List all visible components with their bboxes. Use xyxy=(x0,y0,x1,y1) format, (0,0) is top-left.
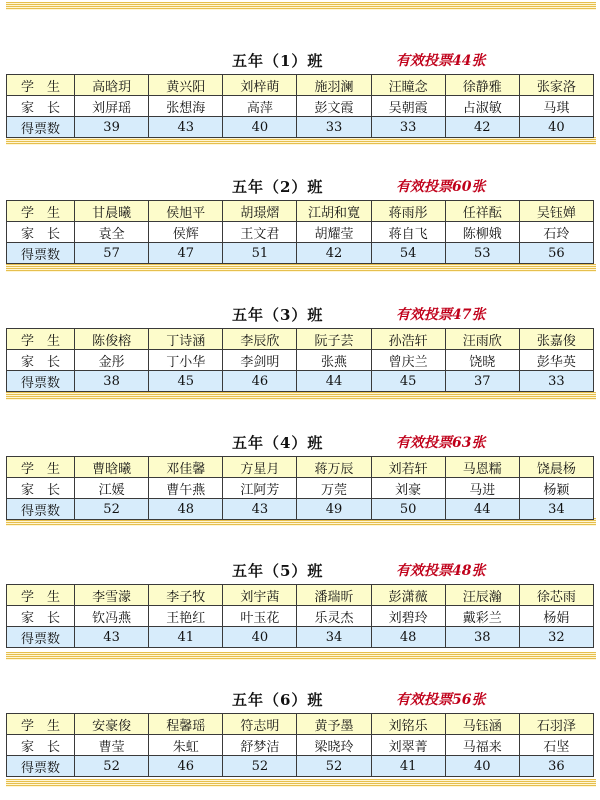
vote-count-cell: 43 xyxy=(223,499,297,520)
class-title: 五年（4）班 xyxy=(232,434,324,452)
student-name-cell: 邓佳馨 xyxy=(149,457,223,478)
vote-count-cell: 52 xyxy=(223,756,297,777)
student-name-cell: 蒋万辰 xyxy=(297,457,371,478)
vote-count-cell: 52 xyxy=(297,756,371,777)
parent-row-header: 家 长 xyxy=(7,478,75,499)
class-section xyxy=(0,430,600,540)
class-title: 五年（6）班 xyxy=(232,691,324,709)
vote-count-cell: 52 xyxy=(75,499,149,520)
student-row xyxy=(7,714,594,735)
parent-name-cell: 江阿芳 xyxy=(223,478,297,499)
student-row-header: 学 生 xyxy=(7,585,75,606)
parent-name-cell: 丁小华 xyxy=(149,350,223,371)
student-name-cell: 饶晨杨 xyxy=(519,457,593,478)
class-title: 五年（1）班 xyxy=(232,52,324,70)
vote-count-cell: 36 xyxy=(519,756,593,777)
student-name-cell: 陈俊榕 xyxy=(75,329,149,350)
decorative-stripe xyxy=(6,2,596,10)
parent-name-cell: 曾庆兰 xyxy=(371,350,445,371)
vote-count-cell: 42 xyxy=(297,243,371,264)
parent-name-cell: 钦冯燕 xyxy=(75,606,149,627)
parent-name-cell: 刘碧玲 xyxy=(371,606,445,627)
vote-count-cell: 38 xyxy=(445,627,519,648)
student-name-cell: 任祥酝 xyxy=(445,201,519,222)
student-name-cell: 程馨瑶 xyxy=(149,714,223,735)
parent-name-cell: 戴彩兰 xyxy=(445,606,519,627)
parent-name-cell: 袁全 xyxy=(75,222,149,243)
valid-votes-count: 有效投票56张 xyxy=(396,692,486,708)
class-section xyxy=(0,302,600,412)
vote-count-cell: 45 xyxy=(371,371,445,392)
parent-name-cell: 蒋自飞 xyxy=(371,222,445,243)
parent-row xyxy=(7,606,594,627)
vote-count-cell: 33 xyxy=(371,117,445,138)
vote-count-cell: 43 xyxy=(75,627,149,648)
vote-count-cell: 37 xyxy=(445,371,519,392)
parent-name-cell: 乐灵杰 xyxy=(297,606,371,627)
student-name-cell: 吴钰婵 xyxy=(519,201,593,222)
parent-name-cell: 占淑敏 xyxy=(445,96,519,117)
parent-row xyxy=(7,222,594,243)
votes-row-header: 得票数 xyxy=(7,756,75,777)
parent-name-cell: 王文君 xyxy=(223,222,297,243)
student-name-cell: 张家洛 xyxy=(519,75,593,96)
vote-table xyxy=(6,584,594,648)
student-name-cell: 安豪俊 xyxy=(75,714,149,735)
vote-count-cell: 52 xyxy=(75,756,149,777)
student-name-cell: 孙浩轩 xyxy=(371,329,445,350)
class-section xyxy=(0,48,600,158)
vote-count-cell: 46 xyxy=(149,756,223,777)
student-name-cell: 丁诗涵 xyxy=(149,329,223,350)
student-name-cell: 甘晨曦 xyxy=(75,201,149,222)
student-name-cell: 曹晗曦 xyxy=(75,457,149,478)
student-row xyxy=(7,201,594,222)
vote-count-cell: 49 xyxy=(297,499,371,520)
vote-count-cell: 50 xyxy=(371,499,445,520)
student-name-cell: 徐芯雨 xyxy=(519,585,593,606)
student-name-cell: 黄兴阳 xyxy=(149,75,223,96)
vote-count-cell: 44 xyxy=(297,371,371,392)
parent-name-cell: 张燕 xyxy=(297,350,371,371)
student-name-cell: 江胡和寛 xyxy=(297,201,371,222)
votes-row xyxy=(7,627,594,648)
student-row xyxy=(7,329,594,350)
student-name-cell: 李子牧 xyxy=(149,585,223,606)
student-name-cell: 刘若轩 xyxy=(371,457,445,478)
student-row-header: 学 生 xyxy=(7,457,75,478)
vote-count-cell: 38 xyxy=(75,371,149,392)
vote-count-cell: 34 xyxy=(297,627,371,648)
votes-row xyxy=(7,371,594,392)
valid-votes-count: 有效投票63张 xyxy=(396,435,486,451)
vote-count-cell: 43 xyxy=(149,117,223,138)
student-name-cell: 李辰欣 xyxy=(223,329,297,350)
student-name-cell: 侯旭平 xyxy=(149,201,223,222)
student-name-cell: 黄予墨 xyxy=(297,714,371,735)
parent-name-cell: 石坚 xyxy=(519,735,593,756)
parent-row-header: 家 长 xyxy=(7,222,75,243)
votes-row xyxy=(7,499,594,520)
parent-name-cell: 叶玉花 xyxy=(223,606,297,627)
valid-votes-count: 有效投票44张 xyxy=(396,53,486,69)
parent-name-cell: 李剑明 xyxy=(223,350,297,371)
student-row-header: 学 生 xyxy=(7,201,75,222)
vote-count-cell: 47 xyxy=(149,243,223,264)
student-name-cell: 高晗玥 xyxy=(75,75,149,96)
student-name-cell: 符志明 xyxy=(223,714,297,735)
votes-row xyxy=(7,243,594,264)
parent-name-cell: 刘屏瑶 xyxy=(75,96,149,117)
parent-name-cell: 彭文霞 xyxy=(297,96,371,117)
student-row xyxy=(7,457,594,478)
vote-count-cell: 41 xyxy=(371,756,445,777)
vote-count-cell: 48 xyxy=(371,627,445,648)
parent-name-cell: 侯辉 xyxy=(149,222,223,243)
student-name-cell: 马钰涵 xyxy=(445,714,519,735)
student-name-cell: 李雪濛 xyxy=(75,585,149,606)
vote-count-cell: 51 xyxy=(223,243,297,264)
student-name-cell: 马恩糯 xyxy=(445,457,519,478)
parent-row-header: 家 长 xyxy=(7,735,75,756)
parent-name-cell: 马琪 xyxy=(519,96,593,117)
student-row-header: 学 生 xyxy=(7,75,75,96)
vote-table xyxy=(6,456,594,520)
vote-count-cell: 45 xyxy=(149,371,223,392)
parent-name-cell: 高萍 xyxy=(223,96,297,117)
parent-name-cell: 刘豪 xyxy=(371,478,445,499)
vote-count-cell: 48 xyxy=(149,499,223,520)
parent-name-cell: 杨颖 xyxy=(519,478,593,499)
parent-name-cell: 梁晓玲 xyxy=(297,735,371,756)
parent-name-cell: 江媛 xyxy=(75,478,149,499)
parent-row xyxy=(7,350,594,371)
vote-count-cell: 40 xyxy=(223,627,297,648)
student-name-cell: 潘瑞昕 xyxy=(297,585,371,606)
vote-count-cell: 44 xyxy=(445,499,519,520)
votes-row-header: 得票数 xyxy=(7,117,75,138)
student-name-cell: 刘梓萌 xyxy=(223,75,297,96)
parent-name-cell: 曹莹 xyxy=(75,735,149,756)
parent-name-cell: 彭华英 xyxy=(519,350,593,371)
student-row xyxy=(7,585,594,606)
votes-row-header: 得票数 xyxy=(7,243,75,264)
vote-count-cell: 39 xyxy=(75,117,149,138)
parent-name-cell: 饶晓 xyxy=(445,350,519,371)
valid-votes-count: 有效投票48张 xyxy=(396,563,486,579)
class-title: 五年（5）班 xyxy=(232,562,324,580)
class-title: 五年（2）班 xyxy=(232,178,324,196)
vote-table xyxy=(6,328,594,392)
student-row-header: 学 生 xyxy=(7,329,75,350)
class-section xyxy=(0,558,600,668)
vote-table xyxy=(6,74,594,138)
student-name-cell: 刘铭乐 xyxy=(371,714,445,735)
vote-count-cell: 40 xyxy=(445,756,519,777)
parent-row-header: 家 长 xyxy=(7,96,75,117)
parent-row xyxy=(7,478,594,499)
vote-count-cell: 42 xyxy=(445,117,519,138)
student-name-cell: 汪辰瀚 xyxy=(445,585,519,606)
vote-count-cell: 41 xyxy=(149,627,223,648)
vote-count-cell: 34 xyxy=(519,499,593,520)
vote-table xyxy=(6,713,594,777)
student-name-cell: 汪雨欣 xyxy=(445,329,519,350)
parent-name-cell: 朱虹 xyxy=(149,735,223,756)
student-name-cell: 蒋雨彤 xyxy=(371,201,445,222)
vote-count-cell: 57 xyxy=(75,243,149,264)
parent-name-cell: 马进 xyxy=(445,478,519,499)
vote-count-cell: 54 xyxy=(371,243,445,264)
votes-row-header: 得票数 xyxy=(7,499,75,520)
student-name-cell: 彭潇薇 xyxy=(371,585,445,606)
valid-votes-count: 有效投票60张 xyxy=(396,179,486,195)
vote-count-cell: 32 xyxy=(519,627,593,648)
student-row-header: 学 生 xyxy=(7,714,75,735)
parent-name-cell: 石玲 xyxy=(519,222,593,243)
parent-name-cell: 张想海 xyxy=(149,96,223,117)
parent-row xyxy=(7,96,594,117)
vote-count-cell: 40 xyxy=(223,117,297,138)
student-name-cell: 方星月 xyxy=(223,457,297,478)
vote-count-cell: 40 xyxy=(519,117,593,138)
student-name-cell: 施羽澜 xyxy=(297,75,371,96)
parent-name-cell: 陈柳娥 xyxy=(445,222,519,243)
class-section xyxy=(0,687,600,797)
student-name-cell: 刘宇茜 xyxy=(223,585,297,606)
votes-row xyxy=(7,756,594,777)
parent-name-cell: 胡耀莹 xyxy=(297,222,371,243)
vote-table xyxy=(6,200,594,264)
parent-row-header: 家 长 xyxy=(7,606,75,627)
vote-count-cell: 56 xyxy=(519,243,593,264)
vote-count-cell: 53 xyxy=(445,243,519,264)
parent-row-header: 家 长 xyxy=(7,350,75,371)
class-title: 五年（3）班 xyxy=(232,306,324,324)
vote-count-cell: 33 xyxy=(519,371,593,392)
parent-row xyxy=(7,735,594,756)
votes-row-header: 得票数 xyxy=(7,627,75,648)
student-name-cell: 徐静雅 xyxy=(445,75,519,96)
parent-name-cell: 马福来 xyxy=(445,735,519,756)
class-section xyxy=(0,174,600,284)
student-name-cell: 张嘉俊 xyxy=(519,329,593,350)
parent-name-cell: 舒梦洁 xyxy=(223,735,297,756)
student-name-cell: 胡璟熠 xyxy=(223,201,297,222)
parent-name-cell: 刘翠菁 xyxy=(371,735,445,756)
valid-votes-count: 有效投票47张 xyxy=(396,307,486,323)
student-name-cell: 阮子芸 xyxy=(297,329,371,350)
parent-name-cell: 金彤 xyxy=(75,350,149,371)
vote-count-cell: 33 xyxy=(297,117,371,138)
parent-name-cell: 万莞 xyxy=(297,478,371,499)
vote-count-cell: 46 xyxy=(223,371,297,392)
parent-name-cell: 王艳红 xyxy=(149,606,223,627)
parent-name-cell: 吴朝霞 xyxy=(371,96,445,117)
votes-row-header: 得票数 xyxy=(7,371,75,392)
parent-name-cell: 杨娟 xyxy=(519,606,593,627)
student-name-cell: 石羽泽 xyxy=(519,714,593,735)
student-name-cell: 汪瞳念 xyxy=(371,75,445,96)
votes-row xyxy=(7,117,594,138)
student-row xyxy=(7,75,594,96)
parent-name-cell: 曹午燕 xyxy=(149,478,223,499)
